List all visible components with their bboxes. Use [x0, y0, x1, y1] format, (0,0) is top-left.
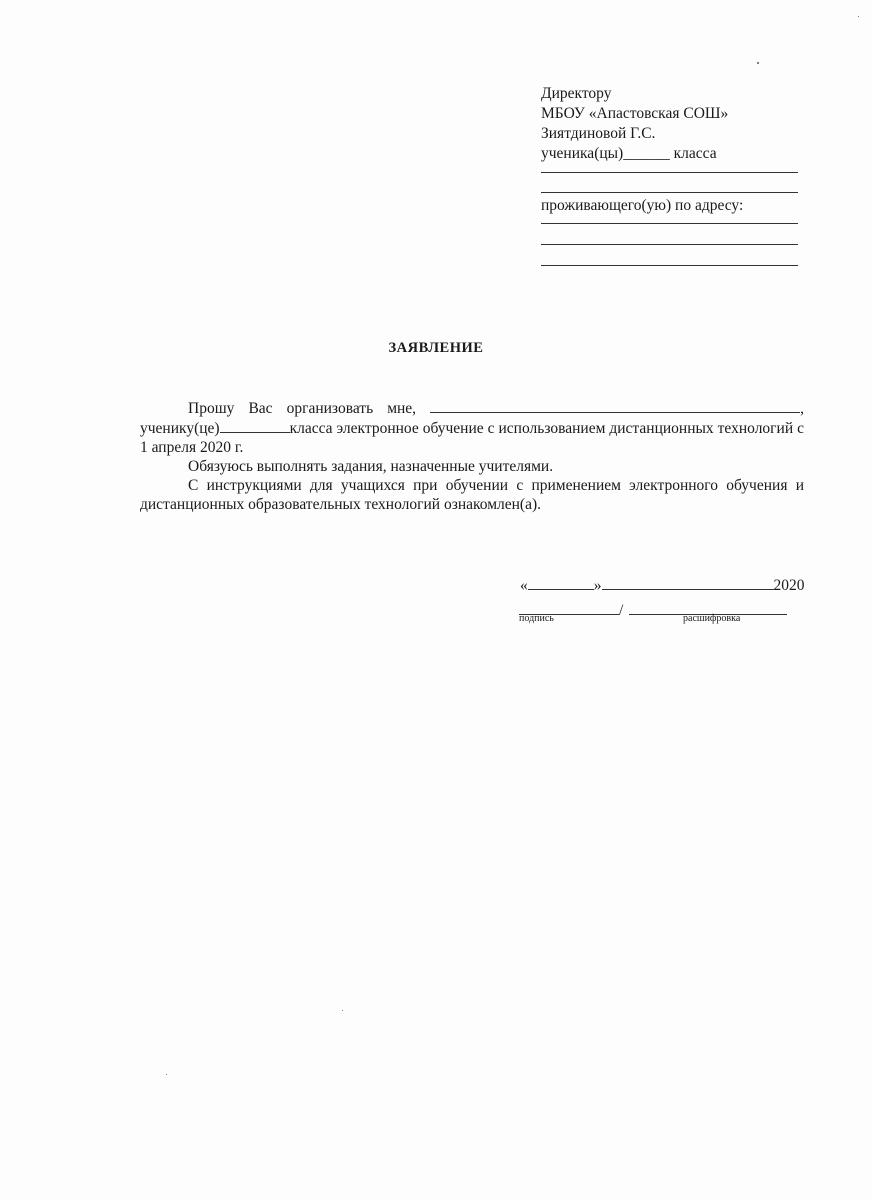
student-class-line [541, 144, 801, 164]
request-paragraph-rest [140, 418, 804, 457]
decode-caption: расшифровка [683, 613, 741, 624]
address-line-1 [541, 223, 798, 224]
addressee-block [541, 84, 801, 266]
class-number-blank [220, 418, 290, 433]
request-paragraph-line1 [140, 398, 804, 418]
application-body [140, 398, 804, 514]
addressee-name: Зиятдиновой Г.С. [541, 125, 656, 142]
class-blank: ______ [623, 145, 670, 162]
scan-speck [858, 16, 859, 17]
scan-speck [757, 62, 759, 64]
scan-speck [342, 1010, 343, 1011]
day-blank [528, 575, 594, 590]
comma: , [800, 400, 804, 417]
obligation-paragraph: Обязуюсь выполнять задания, назначенные учителями. [188, 458, 554, 475]
signature-slash: / [619, 602, 624, 619]
student-class-prefix: ученика(цы) [541, 145, 624, 162]
date-line [520, 575, 804, 596]
applicant-name-line-1 [541, 172, 798, 173]
address-line-2 [541, 244, 798, 245]
address-label: проживающего(ую) по адресу: [541, 197, 744, 214]
student-name-blank [430, 398, 800, 413]
student-class-suffix: класса [669, 145, 717, 162]
request-rest: класса электронное обучение с использованием дистанционных технологий с 1 апреля 2020 г. [140, 420, 804, 456]
acknowledgement-paragraph: С инструкциями для учащихся при обучении с применением электронного обучения и дистанционных образовательных технологий ознакомлен(а). [140, 477, 804, 513]
scan-speck [166, 1074, 167, 1075]
address-line-3 [541, 265, 798, 266]
applicant-name-line-2 [541, 192, 798, 193]
addressee-position: Директору [541, 85, 612, 102]
student-label: ученику(це) [140, 420, 220, 437]
open-quote: « [520, 577, 528, 594]
request-text: Прошу Вас организовать мне, [188, 400, 431, 417]
signature-captions [519, 613, 799, 624]
year: 2020 [773, 577, 805, 594]
document-title: ЗАЯВЛЕНИЕ [388, 340, 484, 356]
month-blank [602, 575, 774, 590]
addressee-school: МБОУ «Апастовская СОШ» [541, 105, 729, 122]
signature-caption: подпись [519, 613, 554, 624]
close-quote: » [593, 577, 602, 594]
